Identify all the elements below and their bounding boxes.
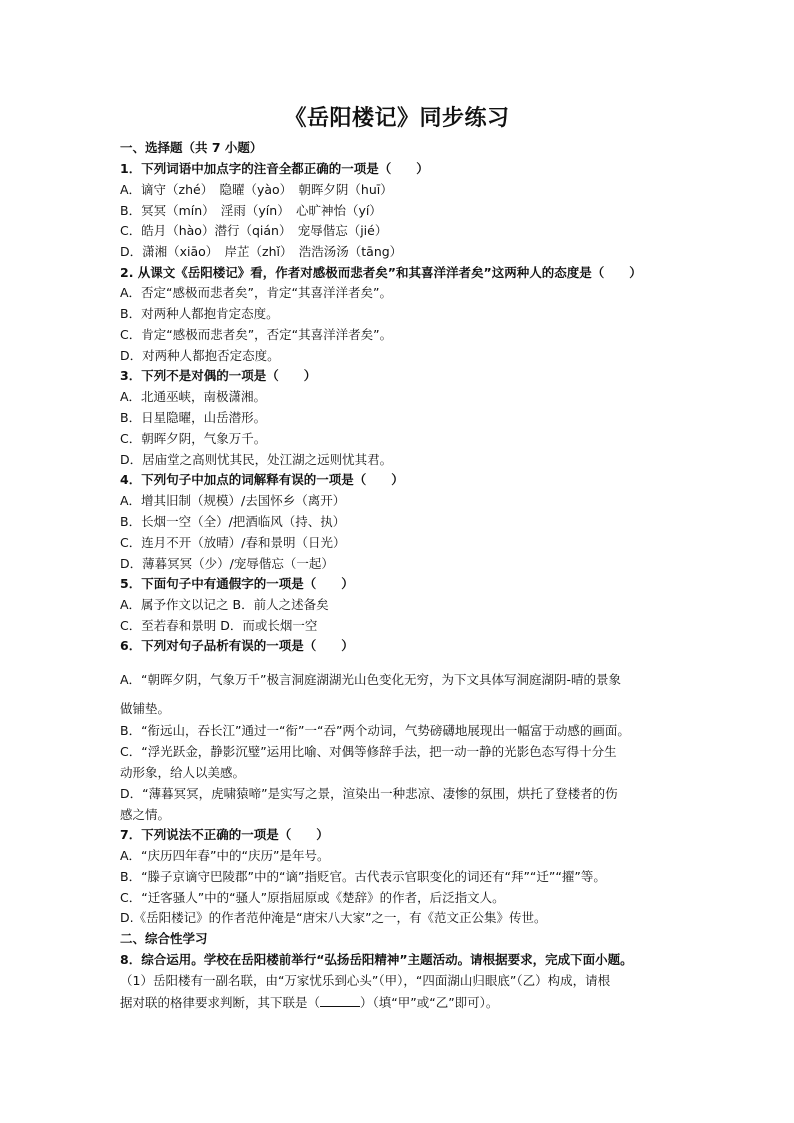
question-8-part1-line1: （1）岳阳楼有一副名联，由“万家忧乐到心头”（甲），“四面湖山归眼底”（乙）构成，请根 [120, 973, 611, 988]
section-heading-choice: 一、选择题（共 7 小题） [120, 140, 263, 155]
question-7-option-b: B．“滕子京谪守巴陵郡”中的“谪”指贬官。古代表示官职变化的词还有“拜”“迁”“擢”等。 [120, 869, 606, 884]
question-1-option-d: D．潇湘（xiāo） 岸芷（zhǐ） 浩浩汤汤（tāng） [120, 244, 403, 259]
question-1-option-b: B．冥冥（mín） 淫雨（yín） 心旷神怡（yí） [120, 203, 382, 218]
question-2-stem: 2. 从课文《岳阳楼记》看，作者对感极而悲者矣”和其喜洋洋者矣”这两种人的态度是（ ） [120, 265, 642, 280]
question-2-option-d: D．对两种人都抱否定态度。 [120, 348, 280, 363]
question-4-stem: 4．下列句子中加点的词解释有误的一项是（ ） [120, 472, 404, 487]
question-2-option-c: C．肯定“感极而悲者矣”，否定“其喜洋洋者矣”。 [120, 327, 393, 342]
question-6-option-d-line2: 感之情。 [120, 807, 171, 822]
question-1-stem: 1．下列词语中加点字的注音全都正确的一项是（ ） [120, 161, 429, 176]
question-7-option-c: C．“迁客骚人”中的“骚人”原指屈原或《楚辞》的作者，后泛指文人。 [120, 890, 505, 905]
question-3-option-c: C．朝晖夕阴，气象万千。 [120, 431, 267, 446]
question-1-option-c: C．皓月（hào）潜行（qián） 宠辱偕忘（jié） [120, 223, 388, 238]
question-2-option-a: A．否定“感极而悲者矣”，肯定“其喜洋洋者矣”。 [120, 285, 392, 300]
question-6-stem: 6．下列对句子品析有误的一项是（ ） [120, 638, 354, 653]
question-1-option-a: A．谪守（zhé） 隐曜（yào） 朝晖夕阴（huī） [120, 182, 393, 197]
question-3-option-a: A．北通巫峡，南极潇湘。 [120, 389, 267, 404]
question-3-option-d: D．居庙堂之高则忧其民，处江湖之远则忧其君。 [120, 452, 393, 467]
question-7-stem: 7．下列说法不正确的一项是（ ） [120, 827, 329, 842]
question-4-option-c: C．连月不开（放晴）/春和景明（日光） [120, 535, 346, 550]
question-6-option-a-line1: A．“朝晖夕阴，气象万千”极言洞庭湖湖光山色变化无穷，为下文具体写洞庭湖阴-晴的景象 [120, 672, 622, 687]
question-4-option-b: B．长烟一空（全）/把酒临风（持、执） [120, 514, 346, 529]
question-7-option-d: D.《岳阳楼记》的作者范仲淹是“唐宋八大家”之一，有《范文正公集》传世。 [120, 910, 547, 925]
question-5-options-ab: A．属予作文以记之 B．前人之述备矣 [120, 597, 329, 612]
question-6-option-a-line2: 做铺垫。 [120, 701, 171, 716]
question-3-option-b: B．日星隐曜，山岳潜形。 [120, 410, 267, 425]
question-7-option-a: A．“庆历四年春”中的“庆历”是年号。 [120, 848, 330, 863]
question-8-part1-text-after-blank: ）（填“甲”或“乙”即可）。 [360, 995, 499, 1010]
question-8-stem: 8．综合运用。学校在岳阳楼前举行“弘扬岳阳精神”主题活动。请根据要求，完成下面小题。 [120, 952, 633, 967]
question-6-option-c-line2: 动形象，给人以美感。 [120, 765, 246, 780]
question-8-part1-line2 [120, 993, 680, 1012]
question-5-options-cd: C．至若春和景明 D．而或长烟一空 [120, 618, 318, 633]
question-8-part1-text-before-blank: 据对联的格律要求判断，其下联是（ [120, 995, 321, 1010]
section-heading-comprehensive: 二、综合性学习 [120, 931, 208, 946]
question-6-option-d-line1: D．“薄暮冥冥，虎啸猿啼”是实写之景，渲染出一种悲凉、凄惨的氛围，烘托了登楼者的伤 [120, 786, 618, 801]
question-4-option-a: A．增其旧制（规模）/去国怀乡（离开） [120, 493, 346, 508]
answer-blank[interactable] [320, 993, 360, 1007]
question-6-option-c-line1: C．“浮光跃金，静影沉璧”运用比喻、对偶等修辞手法，把一动一静的光影色态写得十分生 [120, 744, 617, 759]
question-4-option-d: D．薄暮冥冥（少）/宠辱偕忘（一起） [120, 556, 334, 571]
question-2-option-b: B．对两种人都抱肯定态度。 [120, 306, 279, 321]
question-6-option-b: B．“衔远山，吞长江”通过一“衔”一“吞”两个动词，气势磅礴地展现出一幅富于动感的画面。 [120, 723, 630, 738]
page-title: 《岳阳楼记》同步练习 [284, 106, 510, 131]
question-3-stem: 3．下列不是对偶的一项是（ ） [120, 368, 317, 383]
question-5-stem: 5．下面句子中有通假字的一项是（ ） [120, 576, 354, 591]
